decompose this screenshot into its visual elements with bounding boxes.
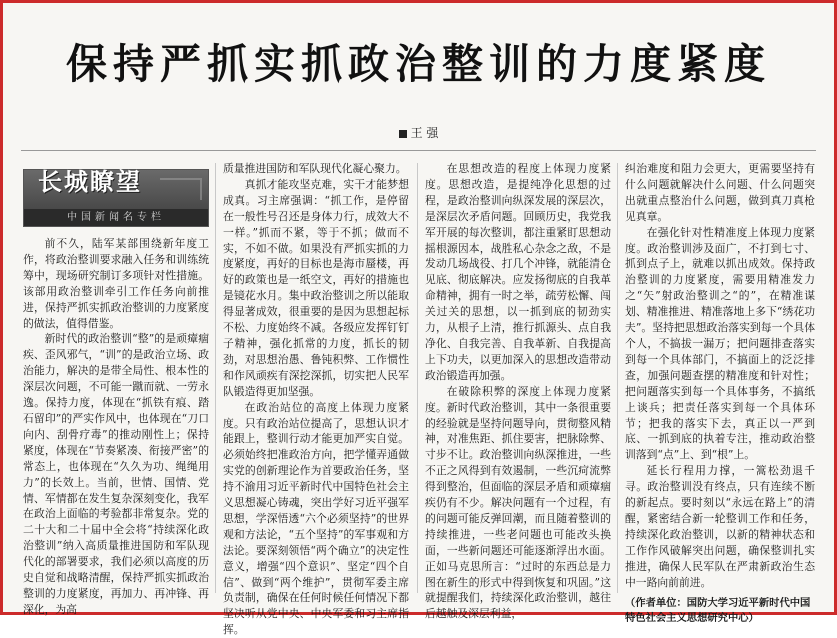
column-divider (617, 163, 618, 593)
banner-decoration (160, 178, 202, 200)
paragraph: 前不久，陆军某部围绕新年度工作，将政治整训要求融入任务和训练统筹中，现场研究制订多项针对性措施。该部用政治整训牵引工作任务向前推进，保持严抓实抓政治整训的力度紧度的做法，值得借鉴。 (23, 237, 209, 330)
headline: 保持严抓实抓政治整训的力度紧度 (66, 40, 771, 88)
banner-subtitle: 中国新闻名专栏 (24, 209, 208, 226)
paragraph: 新时代的政治整训“整”的是顽瘴痼疾、歪风邪气，“训”的是政治立场、政治能力，解决的是带全局性、根本性的深层次问题，不可能一蹴而就、一劳永逸。保持力度，体现在“抓铁有痕、踏石留印”的严实作风中，也体现在“刀口向内、刮骨疗毒”的推动刚性上；保持紧度，体现在“节奏紧凑、衔接严密”的常态上，也体现在“久久为功、绳绳用力”的长效上。当前，世情、国情、党情、军情都在发生复杂深刻变化，我军在政治上面临的考验都非常复杂。党的二十大和二十届中全会将“持续深化政治整训”纳入高质量推进国防和军队现代化的部署要求，我们必须以高度的历史自觉和战略清醒，保持严抓实抓政治整训的力度紧度，再加力、再冲锋、再深化，为高 (23, 332, 209, 616)
byline (3, 124, 834, 141)
column-divider (417, 163, 418, 593)
byline-marker-icon (399, 130, 407, 138)
article-column-4 (625, 161, 815, 625)
article-column-2 (223, 161, 409, 637)
paragraph: 在强化针对性精准度上体现力度紧度。政治整训涉及面广，不打到七寸、抓到点子上，就难以抓出成效。保持政治整训的力度紧度，需要用精准发力之“矢”射政治整训之“的”，在精准谋划、精准推进、精准落地上多下“绣花功夫”。坚持把思想政治落实到每一个具体个人，不搞拔一漏万；把问题排查落实到每一个具体部门，不搞面上的泛泛排查，加强问题查摆的精准度和针对性；把问题落实到每一个具体事务，不搞纸上谈兵；把责任落实到每一个具体环节；把我的落实下去，真正以一严到底、一抓到底的执着专注，推动政治整训落到“点”上、到“根”上。 (625, 225, 815, 462)
paragraph: 在破除积弊的深度上体现力度紧度。新时代政治整训，其中一条很重要的经验就是坚持问题导向，贯彻整风精神，对准焦距、抓住要害，把脉除弊、寸步不让。政治整训向纵深推进，一些不正之风得到有效遏制，一些沉疴流弊得到整治，但面临的深层矛盾和顽瘴痼疾仍有不少。解决问题有一个过程，有的问题可能反弹回潮，而且随着整训的持续推进，一些老问题也可能改头换面，一些新问题还可能逐渐浮出水面。正如马克思所言：“过时的东西总是力图在新生的形式中得到恢复和巩固。”这就提醒我们，持续深化政治整训，越往后越触及深层利益， (425, 384, 611, 621)
author-affiliation: （作者单位：国防大学习近平新时代中国特色社会主义思想研究中心） (625, 597, 811, 625)
column-divider (215, 163, 216, 593)
divider (21, 150, 816, 151)
paragraph: 质量推进国防和军队现代化凝心聚力。 (223, 162, 407, 175)
article-column-1 (23, 161, 209, 616)
article-column-3 (425, 161, 611, 621)
column-banner (23, 169, 209, 227)
banner-title: 长城瞭望 (38, 168, 142, 196)
paragraph: 真抓才能攻坚克难，实干才能梦想成真。习主席强调：“抓工作，是停留在一般性号召还是身体力行，成效大不一样。”抓而不紧，等于不抓；做而不实，不如不做。如果没有严抓实抓的力度紧度，再好的目标也是海市蜃楼，再好的政策也是一纸空文，再好的措施也是镜花水月。集中政治整训之所以能取得显著成效，很重要的是因为思想起标不松、力度始终不减。各级应发挥钉钉子精神，强化抓常的力度，抓长的韧劲，对思想治愚、鲁钝积弊、工作惯性和作风顽疾有深挖深抓，切实把人民军队锻造得更加坚强。 (223, 177, 409, 398)
paragraph: 延长行程用力撑，一篙松劲退千寻。政治整训没有终点，只有连续不断的新起点。要时刻以“永远在路上”的清醒，紧密结合新一轮整训工作和任务，持续深化政治整训，以新的精神状态和工作作风破解突出问题，确保整训扎实推进，确保人民军队在严肃新政治生态中一路向前前进。 (625, 464, 815, 589)
author-name: 王 强 (410, 126, 439, 140)
paragraph: 在思想改造的程度上体现力度紧度。思想改造，是提纯净化思想的过程，是政治整训向纵深发展的深层次，是深层次矛盾问题。回顾历史，我党我军开展的每次整训，都注重紧盯思想动摇根源因本，战胜私心杂念之敌，不是发动几场战役、打几个冲锋，就能清仓见底、彻底解决。应发扬彻底的自我革命精神，拥有一时之举，疏劳松懈、闯关过关的思想，以一抓到底的韧劲实力，从根子上清，推行抓源头、点自我净化、自我完善、自我革新、自我提高上下功夫，以更加深入的思想改造带动政治锻造再加强。 (425, 162, 611, 382)
paragraph: 纠治难度和阻力会更大，更需要坚持有什么问题就解决什么问题、什么问题突出就重点整治什么问题，做到真刀真枪见真章。 (625, 162, 815, 223)
paragraph: 在政治站位的高度上体现力度紧度。只有政治站位提高了，思想认识才能跟上，整训行动才能更加严实自觉。必须始终把准政治方向，把学懂弄通做实党的创新理论作为首要政治任务，坚持不渝用习近平新时代中国特色社会主义思想凝心铸魂，突出学好习近平强军思想，学深悟透“六个必须坚持”的世界观和方法论，“五个坚持”的军事观和方法论。要深刻领悟“两个确立”的决定性意义，增强“四个意识”、坚定“四个自信”、做到“两个维护”，贯彻军委主席负责制，确保在任何时候任何情况下都坚决听从党中央、中央军委和习主席指挥。 (223, 400, 409, 637)
